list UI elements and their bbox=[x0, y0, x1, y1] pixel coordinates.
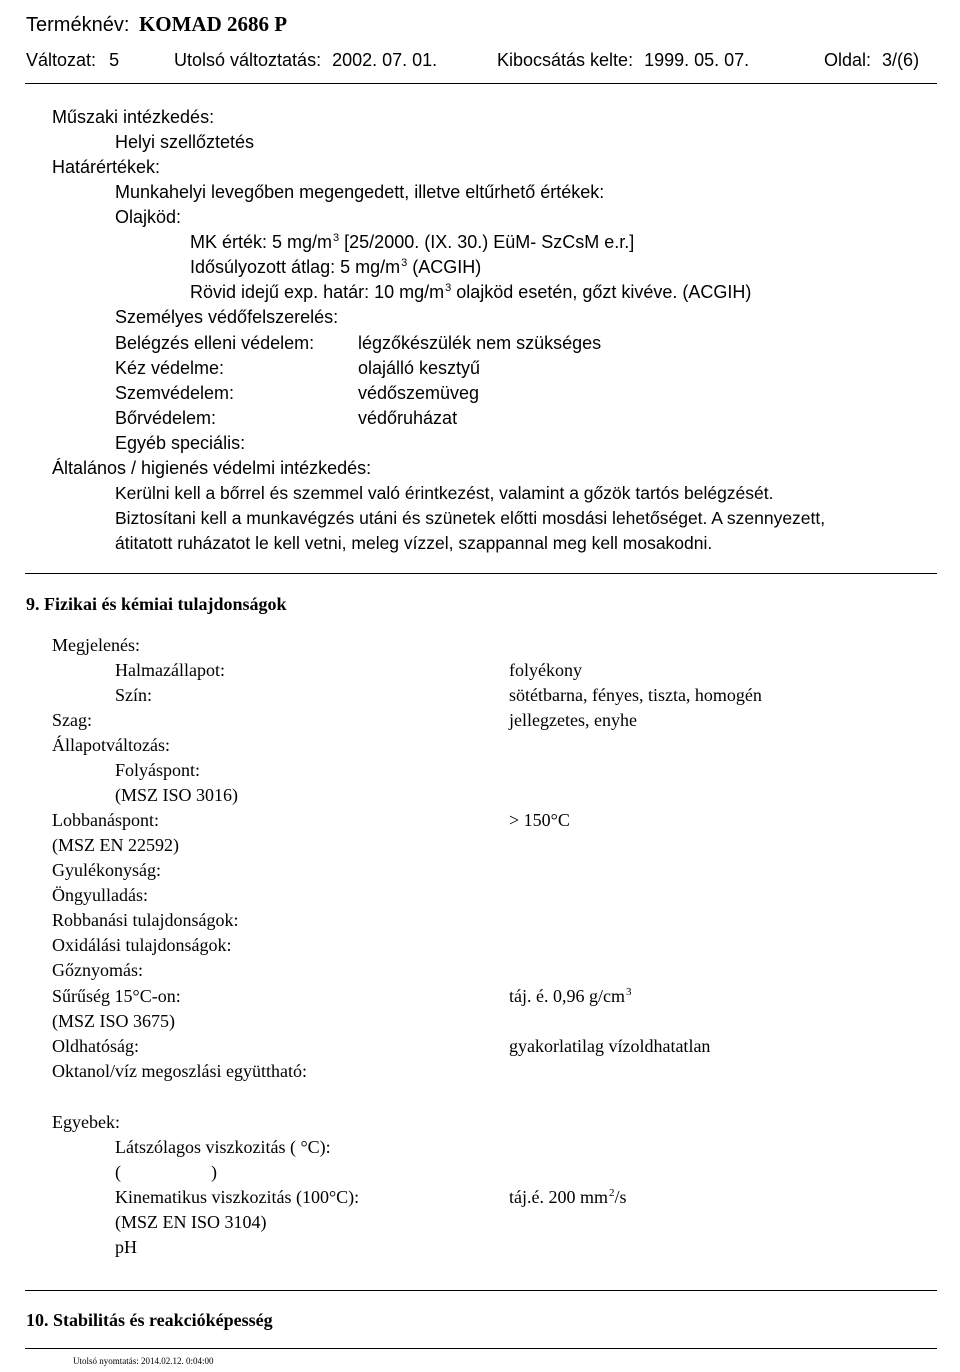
workplace-limits-label: Munkahelyi levegőben megengedett, illetve eltűrhető értékek: bbox=[115, 182, 605, 202]
state-label: Halmazállapot: bbox=[115, 660, 225, 680]
ppe-item-value: olajálló kesztyű bbox=[358, 358, 481, 378]
flash-point-value: > 150°C bbox=[509, 810, 570, 830]
kinematic-viscosity-value: táj.é. 200 $mm^2/s$ bbox=[509, 1187, 627, 1207]
twa-limit-value: Idősúlyozott átlag: 5 $mg/m^3$ (ACGIH) bbox=[190, 257, 482, 277]
flash-point-standard: (MSZ EN 22592) bbox=[52, 835, 179, 855]
odor-value: jellegzetes, enyhe bbox=[509, 710, 637, 730]
section-divider bbox=[25, 1290, 937, 1291]
footer-divider bbox=[25, 1348, 937, 1349]
technical-measures-value: Helyi szellőztetés bbox=[115, 132, 255, 152]
section-divider bbox=[25, 573, 937, 574]
technical-measures-label: Műszaki intézkedés: bbox=[52, 107, 215, 127]
oxidizing-properties-label: Oxidálási tulajdonságok: bbox=[52, 935, 232, 955]
solubility-label: Oldhatóság: bbox=[52, 1036, 139, 1056]
hygiene-line: Biztosítani kell a munkavégzés utáni és szünetek előtti mosdási lehetőséget. A szennyezett, bbox=[115, 508, 826, 528]
print-timestamp: Utolsó nyomtatás: 2014.02.12. 0:04:00 bbox=[73, 1356, 214, 1366]
stel-limit-value: Rövid idejű exp. határ: 10 $mg/m^3$ olajköd esetén, gőzt kivéve. (ACGIH) bbox=[190, 282, 752, 302]
pour-point-label: Folyáspont: bbox=[115, 760, 201, 780]
density-standard: (MSZ ISO 3675) bbox=[52, 1011, 176, 1031]
ph-label: pH bbox=[115, 1237, 137, 1257]
section-10-title: 10. Stabilitás és reakcióképesség bbox=[26, 1310, 273, 1330]
appearance-label: Megjelenés: bbox=[52, 635, 140, 655]
pour-point-standard: (MSZ ISO 3016) bbox=[115, 785, 239, 805]
hygiene-line: átitatott ruházatot le kell vetni, meleg vízzel, szappannal meg kell mosakodni. bbox=[115, 533, 713, 553]
color-value: sötétbarna, fényes, tiszta, homogén bbox=[509, 685, 762, 705]
ppe-item-label: Szemvédelem: bbox=[115, 383, 235, 403]
product-name-prefix: Terméknév: bbox=[26, 14, 130, 36]
odor-label: Szag: bbox=[52, 710, 92, 730]
partition-coefficient-label: Oktanol/víz megoszlási együttható: bbox=[52, 1061, 307, 1081]
header-divider bbox=[25, 83, 937, 84]
mk-limit-value: MK érték: 5 $mg/m^3$ [25/2000. (IX. 30.) EüM- SzCsM e.r.] bbox=[190, 232, 635, 252]
product-name: KOMAD 2686 P bbox=[138, 12, 288, 36]
ppe-item-label: Kéz védelme: bbox=[115, 358, 225, 378]
vapor-pressure-label: Gőznyomás: bbox=[52, 960, 143, 980]
density-label: Sűrűség 15°C-on: bbox=[52, 986, 181, 1006]
apparent-viscosity-standard: ( ) bbox=[115, 1162, 217, 1182]
flash-point-label: Lobbanáspont: bbox=[52, 810, 159, 830]
explosive-properties-label: Robbanási tulajdonságok: bbox=[52, 910, 239, 930]
issue-date-info: Kibocsátás kelte: 1999. 05. 07. bbox=[497, 50, 750, 70]
solubility-value: gyakorlatilag vízoldhatatlan bbox=[509, 1036, 711, 1056]
others-label: Egyebek: bbox=[52, 1112, 120, 1132]
autoignition-label: Öngyulladás: bbox=[52, 885, 148, 905]
last-modified-info: Utolsó változtatás: 2002. 07. 01. bbox=[174, 50, 438, 70]
state-change-label: Állapotváltozás: bbox=[52, 735, 170, 755]
kinematic-viscosity-standard: (MSZ EN ISO 3104) bbox=[115, 1212, 267, 1232]
ppe-item-value: védőszemüveg bbox=[358, 383, 480, 403]
ppe-item-value: védőruházat bbox=[358, 408, 458, 428]
other-special-label: Egyéb speciális: bbox=[115, 433, 246, 453]
flammability-label: Gyulékonyság: bbox=[52, 860, 161, 880]
section-9-title: 9. Fizikai és kémiai tulajdonságok bbox=[26, 594, 287, 614]
ppe-item-label: Belégzés elleni védelem: bbox=[115, 333, 315, 353]
oil-mist-label: Olajköd: bbox=[115, 207, 182, 227]
state-value: folyékony bbox=[509, 660, 582, 680]
hygiene-label: Általános / higienés védelmi intézkedés: bbox=[52, 458, 372, 478]
color-label: Szín: bbox=[115, 685, 153, 705]
density-value: táj. é. 0,96 $g/cm^3$ bbox=[509, 986, 632, 1006]
ppe-item-value: légzőkészülék nem szükséges bbox=[358, 333, 602, 353]
ppe-item-label: Bőrvédelem: bbox=[115, 408, 217, 428]
apparent-viscosity-label: Látszólagos viszkozitás ( °C): bbox=[115, 1137, 331, 1157]
limits-label: Határértékek: bbox=[52, 157, 161, 177]
version-info: Változat: 5 bbox=[26, 50, 120, 70]
hygiene-line: Kerülni kell a bőrrel és szemmel való érintkezést, valamint a gőzök tartós belégzését. bbox=[115, 483, 774, 503]
kinematic-viscosity-label: Kinematikus viszkozitás (100°C): bbox=[115, 1187, 360, 1207]
page-number-info: Oldal: 3/(6) bbox=[824, 50, 920, 70]
ppe-label: Személyes védőfelszerelés: bbox=[115, 307, 339, 327]
product-name-line bbox=[26, 14, 287, 35]
